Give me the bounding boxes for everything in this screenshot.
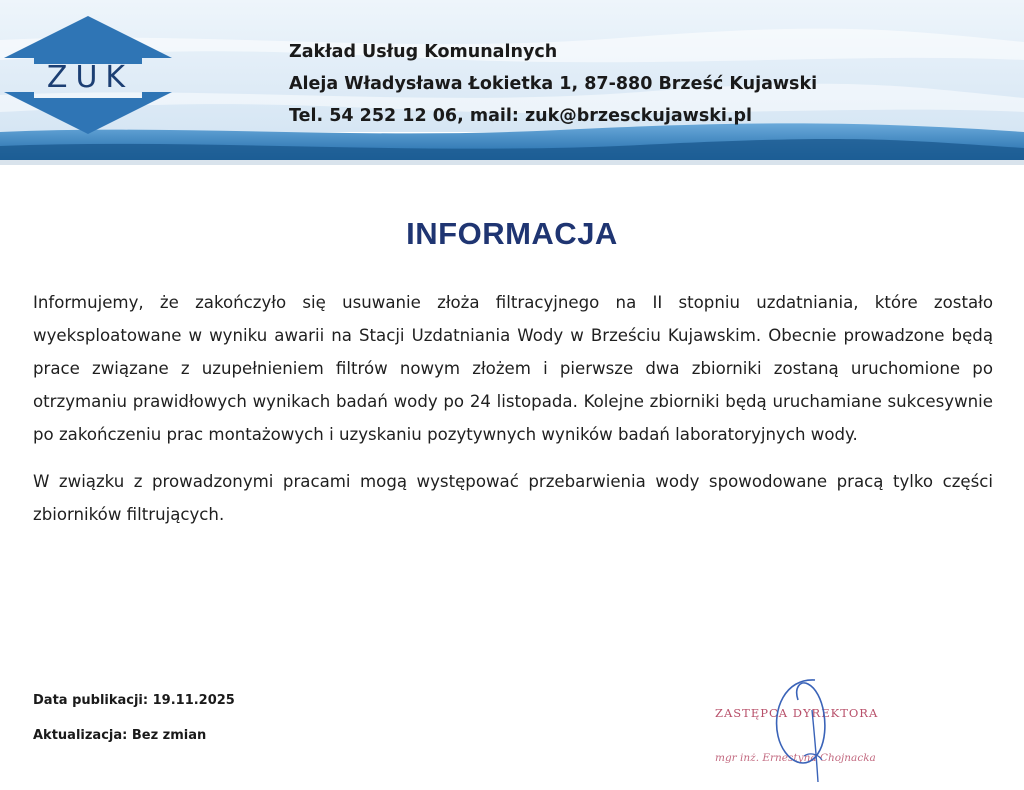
director-stamp xyxy=(700,670,910,790)
letterhead xyxy=(0,0,1024,170)
notice-paragraph-2: W związku z prowadzonymi pracami mogą występować przebarwienia wody spowodowane pracą tylko części zbiorników filtrujących. xyxy=(33,472,993,524)
stamp-name: mgr inż. Ernestyna Chojnacka xyxy=(715,752,876,764)
stamp-title: ZASTĘPCA DYREKTORA xyxy=(715,706,879,720)
company-contact: Tel. 54 252 12 06, mail: zuk@brzesckujawski.pl xyxy=(289,106,753,126)
company-info xyxy=(289,36,817,132)
logo-text: ZUK xyxy=(46,60,134,95)
update-status: Aktualizacja: Bez zmian xyxy=(33,728,207,743)
notice-paragraph-1: Informujemy, że zakończyło się usuwanie złoża filtracyjnego na II stopniu uzdatniania, które zostało wyeksploatowane w wyniku awarii na Stacji Uzdatniania Wody w Brześciu Kujawskim. Obecnie prowadzone będą prace związane z uzupełnieniem filtrów nowym złożem i pierwsze dwa zbiorniki zostaną uruchomione po otrzymaniu prawidłowych wynikach badań wody po 24 listopada. Kolejne zbiorniki będą uruchamiane sukcesywnie po zakończeniu prac montażowych i uzyskaniu pozytywnych wyników badań laboratoryjnych wody. xyxy=(33,293,993,444)
publication-date: Data publikacji: 19.11.2025 xyxy=(33,693,235,708)
notice-title: INFORMACJA xyxy=(406,216,618,251)
company-name: Zakład Usług Komunalnych xyxy=(289,42,558,62)
company-address: Aleja Władysława Łokietka 1, 87-880 Brześć Kujawski xyxy=(289,74,818,94)
notice-body xyxy=(33,286,993,531)
publication-meta xyxy=(33,690,235,760)
handwritten-signature xyxy=(700,670,910,790)
